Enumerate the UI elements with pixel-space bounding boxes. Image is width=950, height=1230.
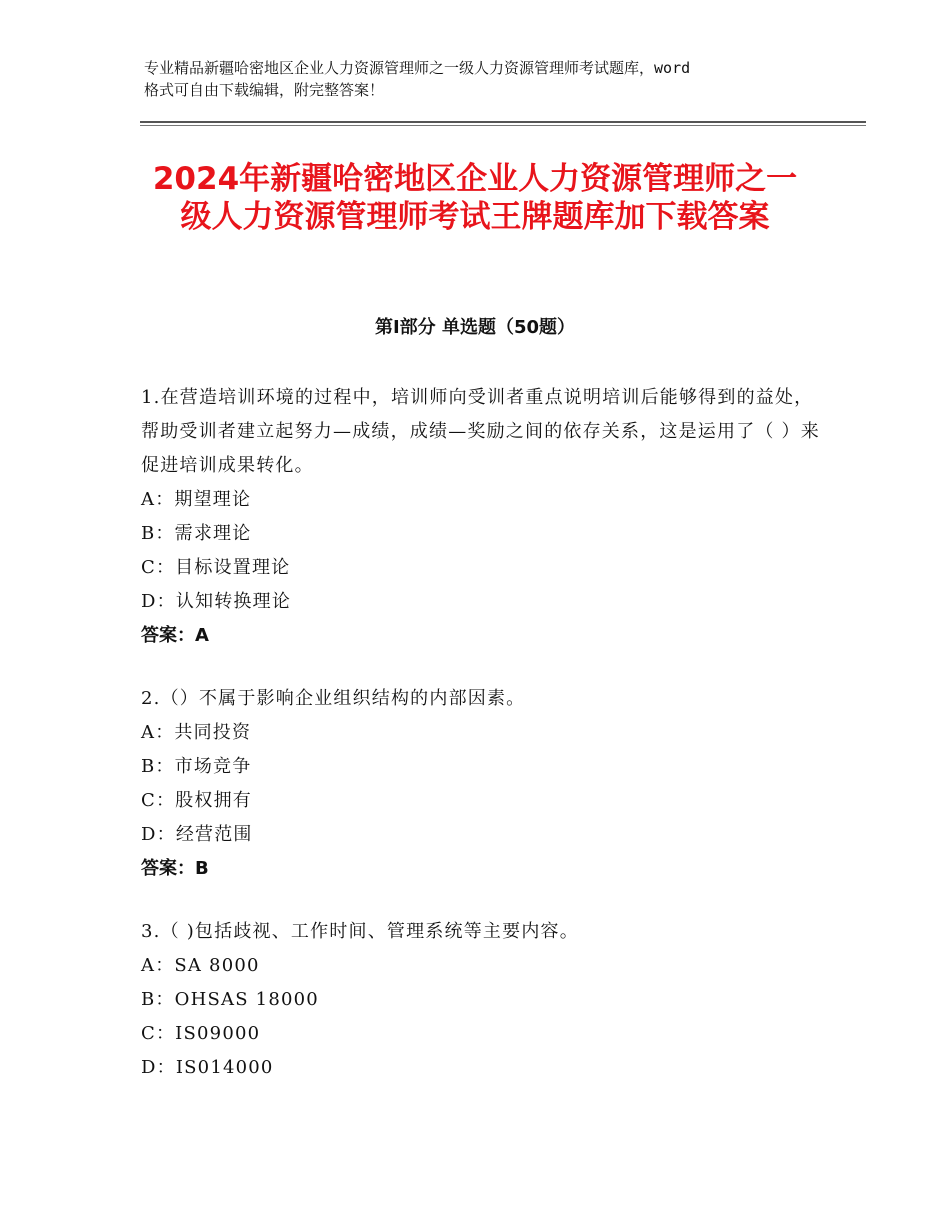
option-d: D：经营范围	[141, 824, 253, 845]
option-c: C：目标设置理论	[141, 557, 291, 578]
header-note-line-2: 格式可自由下载编辑，附完整答案！	[144, 81, 385, 99]
header-note	[144, 57, 824, 101]
answer: 答案：A	[141, 625, 209, 646]
question-2	[141, 682, 821, 886]
question-stem: 3.（ )包括歧视、工作时间、管理系统等主要内容。	[141, 921, 579, 942]
answer: 答案：B	[141, 858, 209, 879]
document-title: 2024年新疆哈密地区企业人力资源管理师之一级人力资源管理师考试王牌题库加下载答案	[152, 161, 798, 235]
question-3	[141, 915, 821, 1085]
question-stem: 1.在营造培训环境的过程中，培训师向受训者重点说明培训后能够得到的益处，帮助受训者建立起努力—成绩，成绩—奖励之间的依存关系，这是运用了（ ）来促进培训成果转化。	[141, 387, 820, 476]
section-title: 第Ⅰ部分 单选题（50题）	[374, 317, 575, 338]
header-divider-thick	[140, 121, 866, 123]
question-list	[141, 381, 821, 1114]
option-b: B：市场竞争	[141, 756, 252, 777]
option-c: C：股权拥有	[141, 790, 252, 811]
option-a: A：SA 8000	[141, 955, 260, 976]
option-c: C：IS09000	[141, 1023, 261, 1044]
question-stem: 2.（）不属于影响企业组织结构的内部因素。	[141, 688, 526, 709]
header-divider-thin	[140, 125, 866, 126]
option-b: B：OHSAS 18000	[141, 989, 319, 1010]
header-note-line-1: 专业精品新疆哈密地区企业人力资源管理师之一级人力资源管理师考试题库，word	[144, 59, 691, 77]
option-d: D：IS014000	[141, 1057, 274, 1078]
option-a: A：期望理论	[141, 489, 252, 510]
option-a: A：共同投资	[141, 722, 252, 743]
option-d: D：认知转换理论	[141, 591, 292, 612]
question-1	[141, 381, 821, 653]
option-b: B：需求理论	[141, 523, 252, 544]
